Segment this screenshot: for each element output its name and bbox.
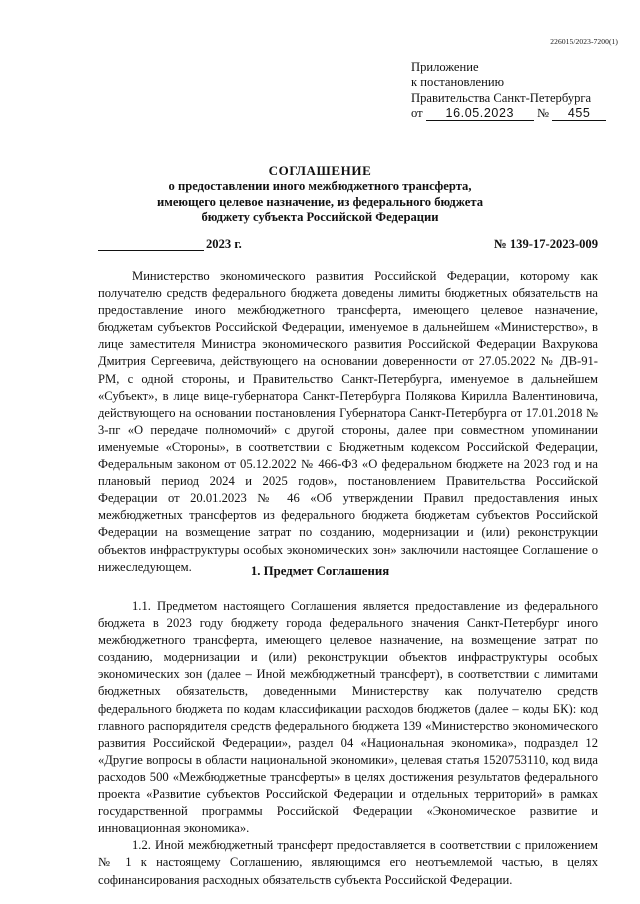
from-label: от (411, 106, 423, 121)
document-number: 226015/2023-7200(1) (550, 37, 618, 46)
agreement-meta-row (98, 237, 598, 253)
title-line: бюджету субъекта Российской Федерации (201, 210, 439, 225)
resolution-number: 455 (552, 107, 606, 121)
agreement-year: 2023 г. (206, 237, 242, 251)
appendix-line: к постановлению (411, 75, 505, 90)
section-heading: 1. Предмет Соглашения (250, 564, 390, 578)
title-line: имеющего целевое назначение, из федерального бюджета (157, 194, 483, 209)
date-blank-line (98, 250, 204, 251)
section-1-body (98, 598, 598, 889)
title-main: СОГЛАШЕНИЕ (268, 163, 372, 178)
paragraph-1-1: 1.1. Предметом настоящего Соглашения является предоставление из федерального бюджета в 2023 году бюджету города федерального значения Санкт-Петербург иного межбюджетного трансферта, имеющего целевое назначение, на возмещение затрат по созданию, модернизации и (или) реконструкции объектов инфраструктуры особых экономических зон (далее – Иной межбюджетный трансферт), в соответствии с лимитами бюджетных обязательств, доведенными Министерству как получателю средств федерального бюджета по кодам классификации расходов бюджетов (далее – коды БК): код главного распорядителя средств федерального бюджета 139 «Министерство экономического развития Российской Федерации», раздел 04 «Национальная экономика», подраздел 12 «Другие вопросы в области национальной экономики», целевая статья 1520753110, код вида расходов 500 «Межбюджетные трансферты» в целях достижения результатов федерального проекта «Развитие субъектов Российской Федерации и отдельных территорий» в рамках государственной программы Российской Федерации «Экономическое развитие и инновационная экономика». (98, 599, 598, 836)
intro-section (98, 268, 598, 576)
appendix-line: Приложение (411, 60, 479, 74)
title-line: о предоставлении иного межбюджетного трансферта, (168, 178, 472, 193)
resolution-date: 16.05.2023 (426, 107, 534, 121)
intro-paragraph: Министерство экономического развития Российской Федерации, которому как получателю средств федерального бюджета доведены лимиты бюджетных обязательств на предоставление иного межбюджетного трансферта, имеющего целевое назначение, бюджетам субъектов Российской Федерации, именуемое в дальнейшем «Министерство», в лице заместителя Министра экономического развития Российской Федерации Вахрукова Дмитрия Сергеевича, действующего на основании доверенности от 27.05.2022 № ДВ-91-РМ, с одной стороны, и Правительство Санкт-Петербурга, именуемое в дальнейшем «Субъект», в лице вице-губернатора Санкт-Петербурга Полякова Кирилла Валентиновича, действующего на основании постановления Губернатора Санкт-Петербурга от 17.01.2018 № 3-пг «О передаче полномочий» с другой стороны, далее при совместном упоминании именуемые «Стороны», в соответствии с Бюджетным кодексом Российской Федерации, Федеральным законом от 05.12.2022 № 466-ФЗ «О федеральном бюджете на 2023 год и на плановый период 2024 и 2025 годов», постановлением Правительства Российской Федерации от 20.01.2023 № 46 «Об утверждении Правил предоставления иных межбюджетных трансфертов из федерального бюджета бюджетам субъектов Российской Федерации на возмещение затрат по созданию, модернизации и (или) реконструкции объектов инфраструктуры особых экономических зон» заключили настоящее Соглашение о нижеследующем. (98, 269, 598, 574)
appendix-line: Правительства Санкт-Петербурга (411, 90, 592, 105)
appendix-block (411, 60, 611, 122)
agreement-number: № 139-17-2023-009 (494, 237, 598, 251)
paragraph-1-2: 1.2. Иной межбюджетный трансферт предоставляется в соответствии с приложением № 1 к настоящему Соглашению, являющимся его неотъемлемой частью, в целях софинансирования расходных обязательств субъекта Российской Федерации. (98, 838, 598, 887)
agreement-title (0, 163, 640, 226)
number-label: № (536, 106, 549, 121)
appendix-date-line (411, 106, 611, 121)
